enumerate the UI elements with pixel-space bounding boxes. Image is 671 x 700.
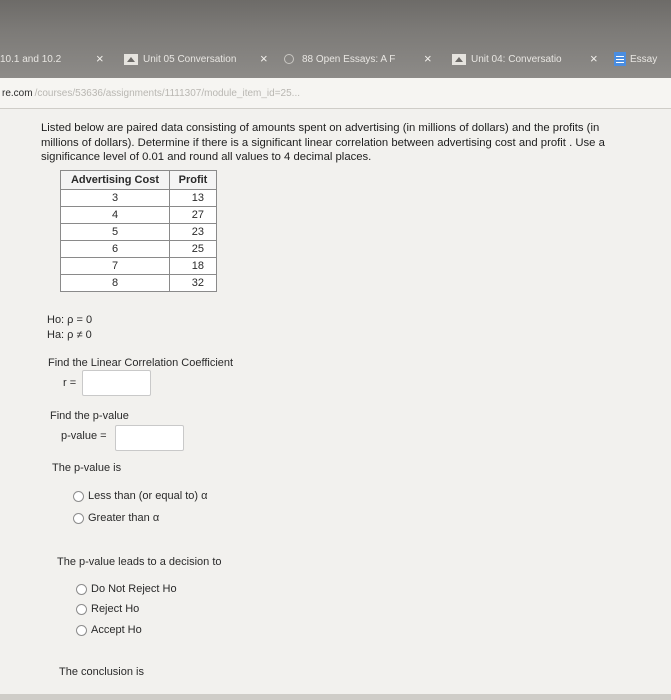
table-row	[61, 224, 217, 241]
table-row	[61, 190, 217, 207]
profit-cell: 18	[170, 258, 217, 275]
column-header-profit: Profit	[170, 171, 217, 190]
option-label: Reject Ho	[91, 603, 140, 615]
radio-button[interactable]	[76, 604, 87, 615]
document-icon	[614, 52, 626, 66]
table-row	[61, 275, 217, 292]
r-label: r =	[63, 377, 77, 389]
radio-button[interactable]	[76, 584, 87, 595]
tab-label: Unit 05 Conversation	[143, 53, 237, 65]
problem-text: Listed below are paired data consisting of amounts spent on advertising (in millions of dollars) and the profits (in millions of dollars). Determine if there is a significant linear correlation between advertising cost and profit . Use a significance level of 0.01 and round all values to 4 decimal places.	[41, 122, 605, 163]
tab-label: Essay	[630, 53, 658, 65]
option-less-than-alpha[interactable]	[73, 490, 207, 502]
pvalue-input[interactable]	[115, 425, 184, 451]
option-accept-ho[interactable]	[76, 624, 142, 636]
profit-cell: 32	[170, 275, 217, 292]
url-path: /courses/53636/assignments/1111307/module_item_id=25...	[34, 87, 301, 99]
advertising-cost-cell: 3	[61, 190, 170, 207]
url-host: re.com	[2, 87, 33, 99]
tab-unit-05-conversation[interactable]	[124, 46, 274, 72]
table-row	[61, 207, 217, 224]
close-icon[interactable]: ×	[424, 51, 432, 66]
option-do-not-reject-ho[interactable]	[76, 583, 177, 595]
close-icon[interactable]: ×	[96, 51, 104, 66]
option-label: Less than (or equal to) α	[88, 490, 208, 502]
null-hypothesis: Ho: ρ = 0	[47, 314, 93, 326]
profit-cell: 13	[170, 190, 217, 207]
tab-10-1-and-10-2[interactable]	[0, 46, 110, 72]
close-icon[interactable]: ×	[260, 51, 268, 66]
table-header-row	[61, 171, 217, 190]
data-table	[60, 170, 217, 292]
close-icon[interactable]: ×	[590, 51, 598, 66]
loading-icon	[284, 54, 294, 64]
advertising-cost-cell: 4	[61, 207, 170, 224]
decision-heading: The p-value leads to a decision to	[57, 556, 222, 568]
canvas-icon	[452, 54, 466, 65]
bottom-edge	[0, 694, 671, 700]
tab-label: Unit 04: Conversatio	[471, 53, 562, 65]
tab-label: 10.1 and 10.2	[0, 53, 62, 65]
browser-tab-bar	[0, 0, 671, 78]
table-row	[61, 241, 217, 258]
profit-cell: 27	[170, 207, 217, 224]
pvalue-label: p-value =	[61, 430, 107, 442]
option-label: Accept Ho	[91, 624, 142, 636]
radio-button[interactable]	[76, 625, 87, 636]
question-content	[0, 109, 671, 694]
profit-cell: 23	[170, 224, 217, 241]
option-reject-ho[interactable]	[76, 603, 139, 615]
r-input[interactable]	[82, 370, 151, 396]
option-greater-than-alpha[interactable]	[73, 512, 159, 524]
advertising-cost-cell: 7	[61, 258, 170, 275]
pvalue-heading: Find the p-value	[50, 410, 129, 422]
address-bar[interactable]	[0, 78, 671, 109]
option-label: Greater than α	[88, 512, 160, 524]
tab-open-essays[interactable]	[284, 46, 434, 72]
correlation-heading: Find the Linear Correlation Coefficient	[48, 357, 234, 369]
radio-button[interactable]	[73, 491, 84, 502]
advertising-cost-cell: 8	[61, 275, 170, 292]
tab-unit-04-conversation[interactable]	[452, 46, 604, 72]
column-header-advertising-cost: Advertising Cost	[61, 171, 170, 190]
profit-cell: 25	[170, 241, 217, 258]
radio-button[interactable]	[73, 513, 84, 524]
advertising-cost-cell: 5	[61, 224, 170, 241]
pvalue-comparison-heading: The p-value is	[52, 462, 122, 474]
table-row	[61, 258, 217, 275]
conclusion-heading: The conclusion is	[59, 666, 144, 678]
option-label: Do Not Reject Ho	[91, 583, 177, 595]
advertising-cost-cell: 6	[61, 241, 170, 258]
tab-essay[interactable]	[614, 46, 671, 72]
tab-label: 88 Open Essays: A F	[302, 53, 396, 65]
alternative-hypothesis: Ha: ρ ≠ 0	[47, 329, 92, 341]
canvas-icon	[124, 54, 138, 65]
